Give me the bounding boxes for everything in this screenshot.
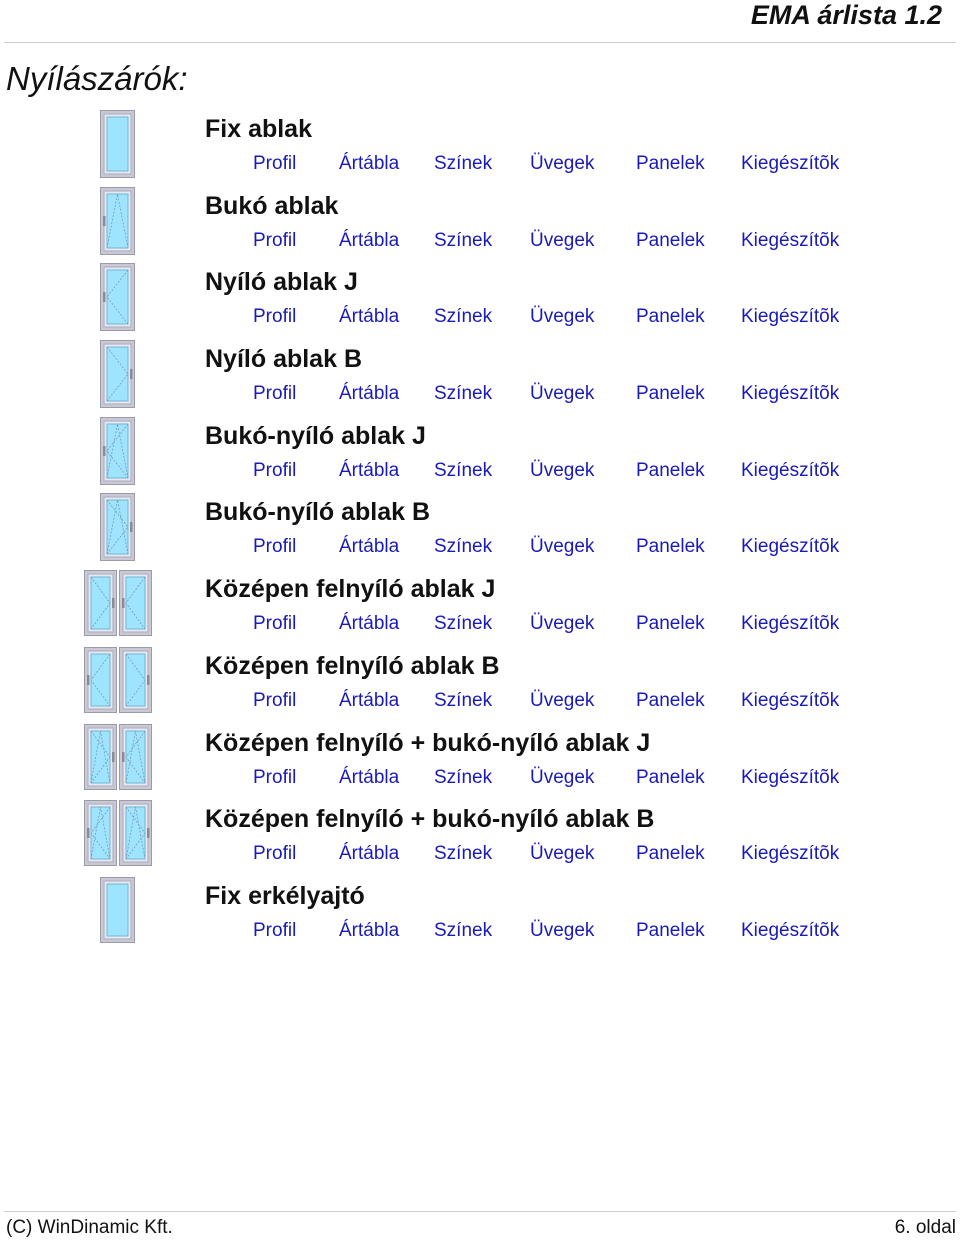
product-name: Középen felnyíló + bukó-nyíló ablak J (205, 728, 651, 757)
link-glass[interactable]: Üvegek (530, 536, 595, 558)
product-name: Középen felnyíló + bukó-nyíló ablak B (205, 805, 655, 834)
link-accessories[interactable]: Kiegészítõk (741, 229, 840, 251)
link-panels[interactable]: Panelek (636, 306, 705, 328)
product-name: Fix erkélyajtó (205, 881, 365, 910)
link-colors[interactable]: Színek (434, 153, 493, 174)
double-window-left-icon (84, 647, 152, 715)
product-row (0, 568, 960, 645)
link-profile[interactable]: Profil (253, 306, 297, 328)
product-name: Nyíló ablak B (205, 345, 362, 374)
product-name: Középen felnyíló ablak B (205, 651, 500, 680)
link-glass[interactable]: Üvegek (530, 613, 595, 635)
tilt-turn-window-right-icon (100, 417, 135, 485)
link-accessories[interactable]: Kiegészítõk (741, 766, 840, 788)
link-price-table[interactable]: Ártábla (339, 383, 400, 405)
link-glass[interactable]: Üvegek (530, 919, 595, 941)
link-colors[interactable]: Színek (434, 689, 493, 711)
product-name: Nyíló ablak J (205, 268, 358, 297)
link-colors[interactable]: Színek (434, 229, 493, 251)
link-accessories[interactable]: Kiegészítõk (741, 536, 840, 558)
link-accessories[interactable]: Kiegészítõk (741, 843, 840, 865)
product-row (0, 108, 960, 185)
link-profile[interactable]: Profil (253, 919, 297, 941)
link-panels[interactable]: Panelek (636, 843, 705, 865)
link-colors[interactable]: Színek (434, 843, 493, 865)
link-colors[interactable]: Színek (434, 919, 493, 941)
fixed-balcony-door-icon (100, 877, 135, 945)
link-price-table[interactable]: Ártábla (339, 153, 400, 174)
product-list (0, 108, 960, 952)
link-price-table[interactable]: Ártábla (339, 919, 400, 941)
product-row (0, 261, 960, 338)
section-title: Nyílászárók: (6, 60, 188, 97)
fixed-window-icon (100, 110, 135, 178)
link-profile[interactable]: Profil (253, 843, 297, 865)
link-glass[interactable]: Üvegek (530, 766, 595, 788)
product-name: Fix ablak (205, 115, 312, 143)
document-title: EMA árlista 1.2 (750, 0, 942, 30)
link-accessories[interactable]: Kiegészítõk (741, 153, 840, 174)
link-accessories[interactable]: Kiegészítõk (741, 613, 840, 635)
link-price-table[interactable]: Ártábla (339, 689, 400, 711)
bottom-divider (4, 1211, 956, 1212)
link-price-table[interactable]: Ártábla (339, 459, 400, 481)
tilt-window-icon (100, 187, 135, 255)
link-accessories[interactable]: Kiegészítõk (741, 919, 840, 941)
link-price-table[interactable]: Ártábla (339, 766, 400, 788)
link-glass[interactable]: Üvegek (530, 843, 595, 865)
link-panels[interactable]: Panelek (636, 613, 705, 635)
link-accessories[interactable]: Kiegészítõk (741, 459, 840, 481)
link-panels[interactable]: Panelek (636, 229, 705, 251)
product-row (0, 645, 960, 722)
double-window-right-icon (84, 570, 152, 638)
top-divider (4, 42, 956, 43)
footer-company: (C) WinDinamic Kft. (6, 1217, 173, 1238)
casement-window-right-icon (100, 263, 135, 331)
link-glass[interactable]: Üvegek (530, 153, 595, 174)
link-profile[interactable]: Profil (253, 229, 297, 251)
link-price-table[interactable]: Ártábla (339, 843, 400, 865)
link-price-table[interactable]: Ártábla (339, 613, 400, 635)
product-name: Bukó-nyíló ablak B (205, 498, 431, 527)
product-name: Középen felnyíló ablak J (205, 575, 496, 604)
link-price-table[interactable]: Ártábla (339, 229, 400, 251)
link-glass[interactable]: Üvegek (530, 689, 595, 711)
link-colors[interactable]: Színek (434, 613, 493, 635)
product-row (0, 185, 960, 262)
link-profile[interactable]: Profil (253, 383, 297, 405)
link-profile[interactable]: Profil (253, 689, 297, 711)
link-colors[interactable]: Színek (434, 766, 493, 788)
link-profile[interactable]: Profil (253, 459, 297, 481)
link-colors[interactable]: Színek (434, 536, 493, 558)
product-row (0, 415, 960, 492)
product-row (0, 491, 960, 568)
link-price-table[interactable]: Ártábla (339, 306, 400, 328)
link-glass[interactable]: Üvegek (530, 306, 595, 328)
link-panels[interactable]: Panelek (636, 689, 705, 711)
product-row (0, 798, 960, 875)
link-accessories[interactable]: Kiegészítõk (741, 383, 840, 405)
tilt-turn-window-left-icon (100, 493, 135, 561)
product-row (0, 722, 960, 799)
link-glass[interactable]: Üvegek (530, 383, 595, 405)
link-glass[interactable]: Üvegek (530, 229, 595, 251)
link-panels[interactable]: Panelek (636, 459, 705, 481)
double-tilt-turn-window-left-icon (84, 800, 152, 868)
link-profile[interactable]: Profil (253, 153, 297, 174)
link-panels[interactable]: Panelek (636, 383, 705, 405)
double-tilt-turn-window-right-icon (84, 724, 152, 792)
link-colors[interactable]: Színek (434, 306, 493, 328)
link-panels[interactable]: Panelek (636, 536, 705, 558)
link-colors[interactable]: Színek (434, 459, 493, 481)
product-row (0, 338, 960, 415)
link-accessories[interactable]: Kiegészítõk (741, 689, 840, 711)
link-panels[interactable]: Panelek (636, 153, 705, 174)
product-row (0, 875, 960, 952)
product-name: Bukó ablak (205, 191, 339, 220)
link-profile[interactable]: Profil (253, 536, 297, 558)
link-panels[interactable]: Panelek (636, 919, 705, 941)
link-profile[interactable]: Profil (253, 766, 297, 788)
link-accessories[interactable]: Kiegészítõk (741, 306, 840, 328)
link-panels[interactable]: Panelek (636, 766, 705, 788)
link-price-table[interactable]: Ártábla (339, 536, 400, 558)
casement-window-left-icon (100, 340, 135, 408)
product-name: Bukó-nyíló ablak J (205, 421, 426, 450)
link-profile[interactable]: Profil (253, 613, 297, 635)
link-glass[interactable]: Üvegek (530, 459, 595, 481)
link-colors[interactable]: Színek (434, 383, 493, 405)
footer-page-number: 6. oldal (894, 1217, 956, 1238)
